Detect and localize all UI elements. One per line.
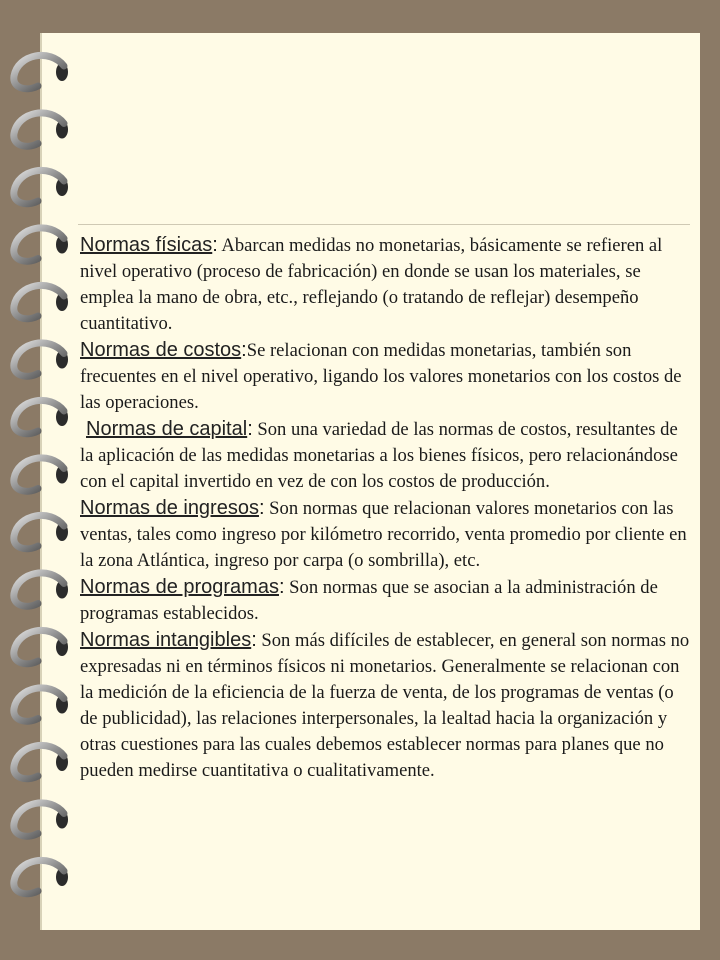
colon: :: [278, 576, 285, 598]
term-normas-ingresos: Normas de ingresos: [80, 497, 259, 519]
definition-normas-intangibles: Son más difíciles de establecer, en general son normas no expresadas ni en términos físicos ni monetarios. Generalmente se relacionan con la medición de la eficiencia de la fuerza de venta, de los programas de ventas (o de publicidad), las relaciones interpersonales, la lealtad hacia la organización y otras cuestiones para las cuales debemos establecer normas para planes que no pueden medirse cuantitativa o cualitativamente.: [80, 630, 690, 781]
definition-normas-costos: Se relacionan con medidas monetarias, también son frecuentes en el nivel operativo, ligando los valores monetarios con los costos de las operaciones.: [80, 340, 682, 413]
term-normas-fisicas: Normas físicas: [80, 234, 213, 256]
document-body: [80, 232, 690, 784]
term-normas-costos: Normas de costos: [80, 339, 242, 361]
colon: :: [212, 234, 218, 256]
colon: :: [251, 629, 257, 651]
colon: :: [241, 339, 247, 361]
definition-normas-fisicas: Abarcan medidas no monetarias, básicamente se refieren al nivel operativo (proceso de fabricación) en donde se usan los materiales, se emplea la mano de obra, etc., reflejando (o tratando de reflejar) desempeño cuantitativo.: [80, 235, 663, 334]
colon: :: [258, 497, 265, 519]
paragraph-normas-programas: [80, 574, 690, 627]
header-rule: [78, 224, 690, 225]
definition-normas-programas: Son normas que se asocian a la administración de programas establecidos.: [80, 577, 658, 624]
term-normas-capital: Normas de capital: [86, 418, 248, 440]
paragraph-normas-capital: [80, 416, 690, 495]
paragraph-normas-fisicas: [80, 232, 690, 337]
definition-normas-ingresos: Son normas que relacionan valores monetarios con las ventas, tales como ingreso por kilómetro recorrido, venta promedio por cliente en la zona Atlántica, ingreso por carpa (o sombrilla), etc.: [80, 498, 687, 571]
term-normas-intangibles: Normas intangibles: [80, 629, 252, 651]
paragraph-normas-costos: [80, 337, 690, 416]
term-normas-programas: Normas de programas: [80, 576, 279, 598]
paragraph-normas-ingresos: [80, 495, 690, 574]
definition-normas-capital: Son una variedad de las normas de costos, resultantes de la aplicación de las medidas monetarias a los bienes físicos, pero relacionándose con el capital invertido en vez de con los costos de producción.: [80, 419, 678, 492]
paragraph-normas-intangibles: [80, 627, 690, 784]
spiral-binding-icon: [0, 0, 90, 960]
colon: :: [247, 418, 253, 440]
